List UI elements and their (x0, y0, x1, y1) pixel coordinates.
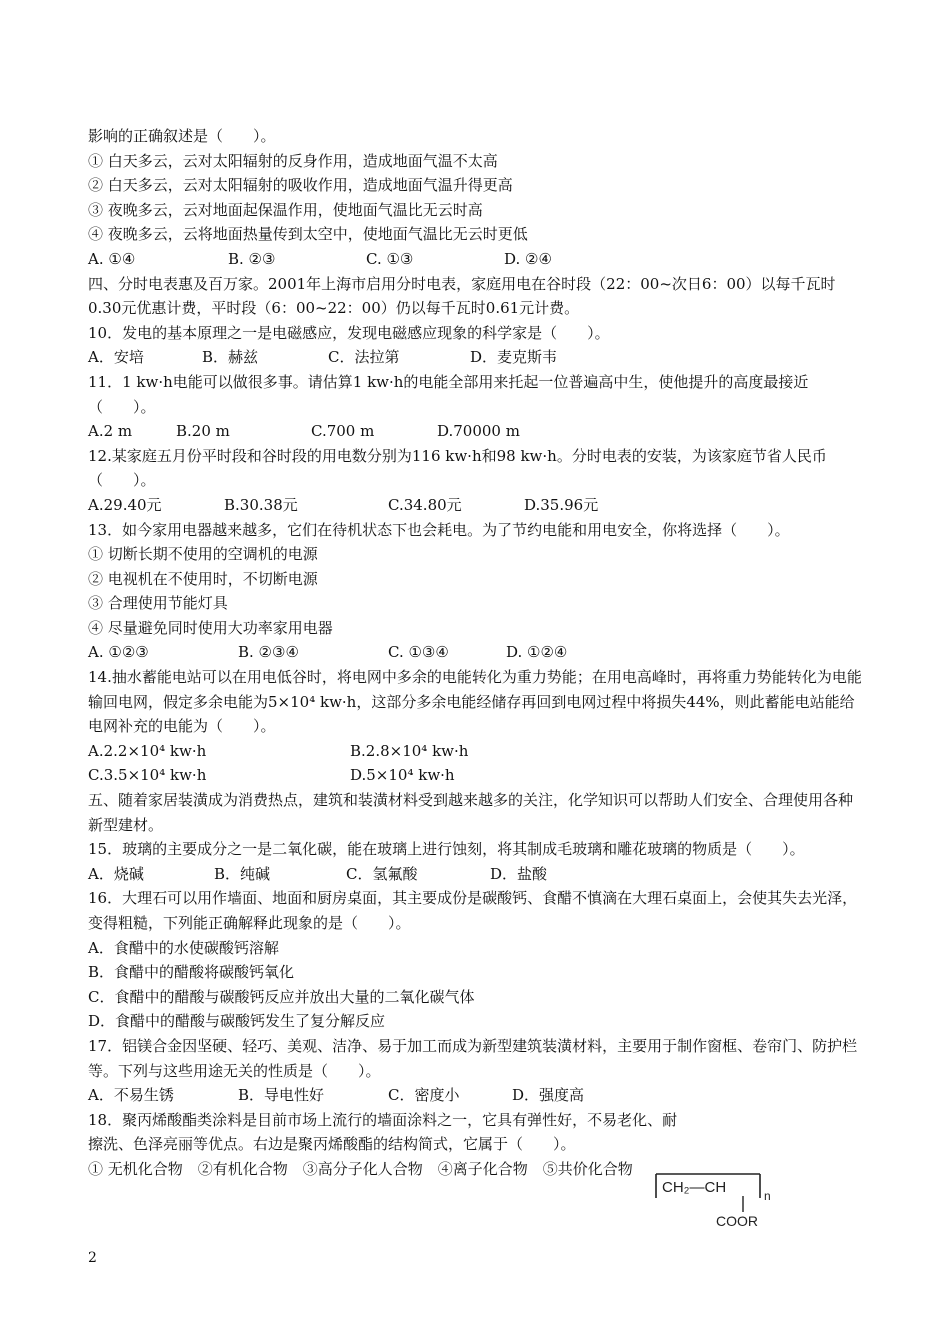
text-line: ① 白天多云，云对太阳辐射的反身作用，造成地面气温不太高 (88, 151, 498, 170)
text-line: ③ 合理使用节能灯具 (88, 594, 228, 613)
option-row (88, 247, 864, 272)
option: A．食醋中的水使碳酸钙溶解 (88, 938, 279, 957)
option: C．氢氟酸 (346, 864, 418, 883)
option: D．盐酸 (490, 864, 548, 883)
option: B.30.38元 (224, 495, 298, 514)
option-row (88, 763, 864, 788)
option-row (88, 640, 864, 665)
option: B．导电性好 (238, 1086, 325, 1105)
option-row (88, 1083, 864, 1108)
option: D. ①②④ (506, 643, 568, 662)
text-line: ② 电视机在不使用时，不切断电源 (88, 569, 318, 588)
option-row (88, 862, 864, 887)
option: A．不易生锈 (88, 1086, 174, 1105)
option: D. ②④ (504, 249, 552, 268)
option: C．食醋中的醋酸与碳酸钙反应并放出大量的二氧化碳气体 (88, 987, 475, 1006)
option-row (88, 493, 864, 518)
text-line: ① 切断长期不使用的空调机的电源 (88, 545, 318, 564)
option: B. ②③ (228, 249, 276, 268)
text-line: ④ 夜晚多云，云将地面热量传到太空中，使地面气温比无云时更低 (88, 225, 528, 244)
option: A.2.2×10⁴ kw·h (88, 741, 207, 760)
option-row (88, 345, 864, 370)
option: B.20 m (176, 422, 230, 441)
text-line: 影响的正确叙述是（ ）。 (88, 127, 276, 145)
option: C.700 m (311, 422, 375, 441)
option: B．赫兹 (202, 348, 259, 367)
text-line: ③ 夜晚多云，云对地面起保温作用，使地面气温比无云时高 (88, 200, 483, 219)
question-13: 13．如今家用电器越来越多，它们在待机状态下也会耗电。为了节约电能和用电安全，你将选择（ ）。 (88, 520, 790, 539)
option: B．纯碱 (214, 864, 271, 883)
option: A.29.40元 (88, 495, 162, 514)
option: D.35.96元 (524, 495, 599, 514)
option: A．安培 (88, 348, 144, 367)
formula-main: CH₂—CH (662, 1179, 727, 1196)
option: B. ②③④ (238, 643, 299, 662)
option: A.2 m (88, 422, 133, 441)
question-content (88, 124, 864, 1182)
section-heading-4: 四、分时电表惠及百万家。2001年上海市启用分时电表，家庭用电在谷时段（22：00~次日6：00）以每千瓦时0.30元优惠计费，平时段（6：00~22：00）仍以每千瓦时0.61元计费。 (88, 274, 836, 318)
option-row (88, 739, 864, 764)
question-15: 15．玻璃的主要成分之一是二氧化碳，能在玻璃上进行蚀刻，将其制成毛玻璃和雕花玻璃的物质是（ ）。 (88, 840, 805, 859)
option: D．食醋中的醋酸与碳酸钙发生了复分解反应 (88, 1012, 386, 1031)
option-row (88, 419, 864, 444)
question-18: 18．聚丙烯酸酯类涂料是目前市场上流行的墙面涂料之一，它具有弹性好，不易老化、耐擦洗、色泽亮丽等优点。右边是聚丙烯酸酯的结构简式，它属于（ ）。 (88, 1110, 678, 1154)
question-16: 16．大理石可以用作墙面、地面和厨房桌面，其主要成份是碳酸钙、食醋不慎滴在大理石桌面上，会使其失去光泽，变得粗糙，下列能正确解释此现象的是（ ）。 (88, 889, 858, 932)
option: D.70000 m (437, 422, 520, 441)
option: A. ①④ (88, 249, 136, 268)
option: C.3.5×10⁴ kw·h (88, 766, 207, 785)
option: C．密度小 (388, 1086, 460, 1105)
option: A．烧碱 (88, 864, 144, 883)
option: D．麦克斯韦 (470, 348, 558, 367)
page-number: 2 (88, 1250, 97, 1266)
question-12: 12.某家庭五月份平时段和谷时段的用电数分别为116 kw·h和98 kw·h。分时电表的安装，为该家庭节省人民币（ ）。 (88, 446, 827, 490)
question-14: 14.抽水蓄能电站可以在用电低谷时，将电网中多余的电能转化为重力势能；在用电高峰时，再将重力势能转化为电能输回电网，假定多余电能为5×10⁴ kw·h，这部分多余电能经储存再回到电网过程中将损失44%，则此蓄能电站能给电网补充的电能为（ ）。 (88, 668, 862, 736)
option: C. ①③ (366, 249, 414, 268)
option: A. ①②③ (88, 643, 149, 662)
question-11: 11．1 kw·h电能可以做很多事。请估算1 kw·h的电能全部用来托起一位普遍高中生，使他提升的高度最接近（ ）。 (88, 372, 809, 416)
question-10: 10．发电的基本原理之一是电磁感应，发现电磁感应现象的科学家是（ ）。 (88, 323, 610, 342)
option: D.5×10⁴ kw·h (350, 766, 455, 785)
section-heading-5: 五、随着家居装潢成为消费热点，建筑和装潢材料受到越来越多的关注，化学知识可以帮助人们安全、合理使用各种新型建材。 (88, 791, 854, 834)
option: C.34.80元 (388, 495, 462, 514)
option: B．食醋中的醋酸将碳酸钙氧化 (88, 963, 295, 982)
question-17: 17．铝镁合金因坚硬、轻巧、美观、洁净、易于加工而成为新型建筑装潢材料，主要用于制作窗框、卷帘门、防护栏等。下列与这些用途无关的性质是（ ）。 (88, 1036, 858, 1080)
formula-group: COOR (716, 1213, 758, 1229)
option: D．强度高 (512, 1086, 585, 1105)
text-line: ④ 尽量避免同时使用大功率家用电器 (88, 618, 333, 637)
text-line: ② 白天多云，云对太阳辐射的吸收作用，造成地面气温升得更高 (88, 176, 513, 195)
formula-subscript: n (764, 1189, 771, 1203)
option: C. ①③④ (388, 643, 449, 662)
question-18-options: ① 无机化合物 ②有机化合物 ③高分子化人合物 ④离子化合物 ⑤共价化合物 (88, 1159, 633, 1178)
option: B.2.8×10⁴ kw·h (350, 741, 469, 760)
option: C．法拉第 (328, 348, 400, 367)
structural-formula (648, 1168, 798, 1230)
